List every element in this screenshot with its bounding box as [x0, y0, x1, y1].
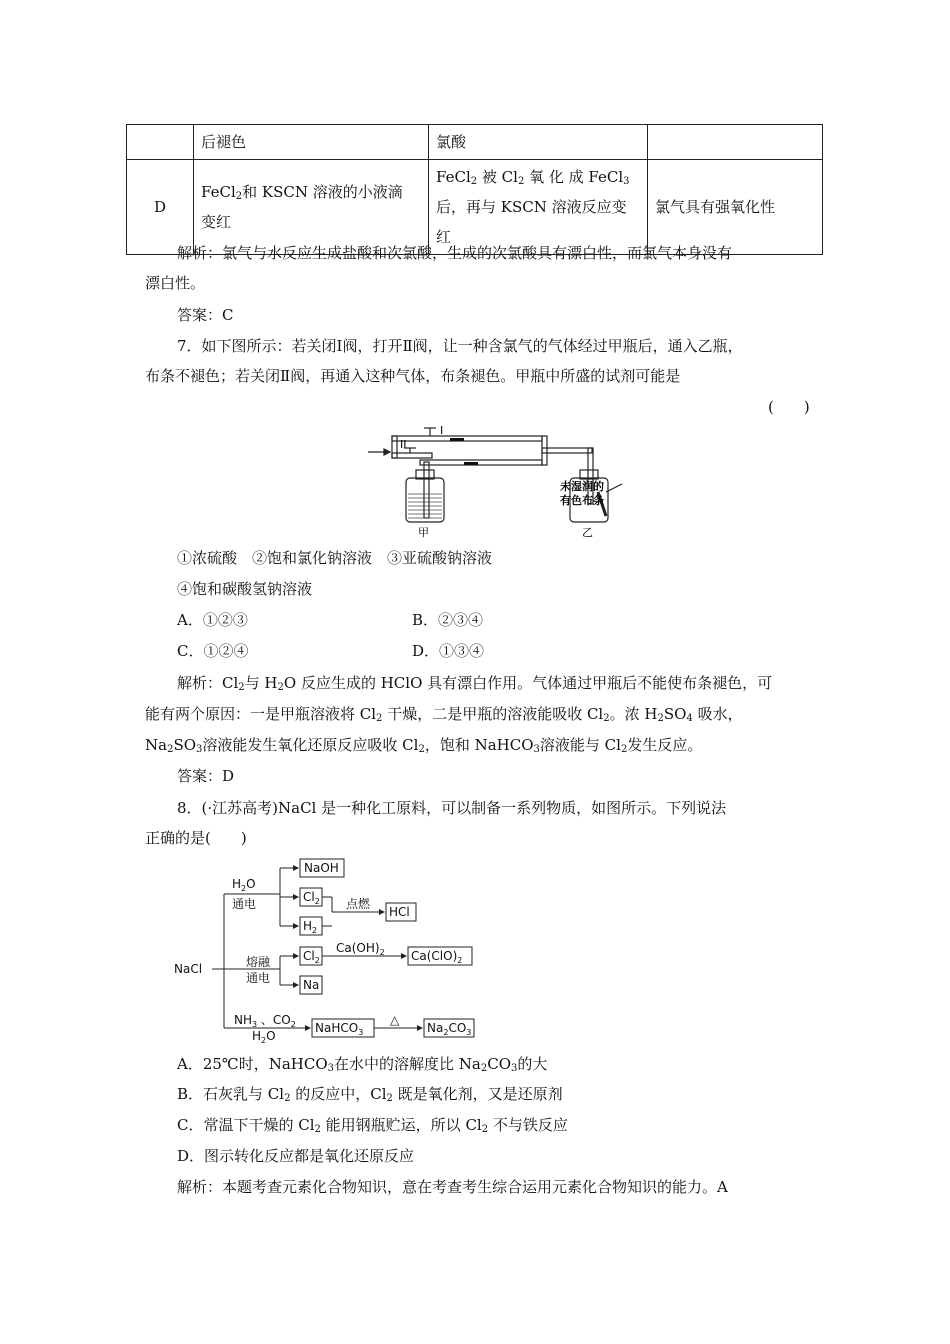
subscript: 3 — [533, 744, 540, 755]
option-d: D．①③④ — [412, 642, 485, 660]
subscript: 3 — [196, 744, 203, 755]
subscript: 2 — [657, 713, 664, 724]
table-cell: 后褪色 — [194, 125, 429, 160]
text: 不与铁反应 — [488, 1116, 568, 1134]
table-cell — [648, 125, 823, 160]
subscript: 2 — [167, 744, 174, 755]
text: CO — [487, 1055, 511, 1073]
lower-tube — [420, 460, 542, 465]
reagent-label: $H_2O$ — [252, 1029, 276, 1044]
q7-answer: 答案：D — [177, 767, 235, 785]
text: 能有两个原因：一是甲瓶溶液将 Cl — [145, 705, 377, 723]
subscript: 3 — [327, 1063, 334, 1074]
table-row — [127, 125, 823, 160]
arrow-icon — [384, 449, 390, 455]
q7-items-line2: ④饱和碳酸氢钠溶液 — [177, 580, 313, 598]
bottle-b-label: 乙 — [582, 526, 593, 539]
q6-analysis-line2: 漂白性。 — [145, 274, 206, 292]
hcl-label: HCl — [389, 905, 410, 919]
text: 溶液能与 Cl — [539, 736, 621, 754]
text: 能用钢瓶贮运，所以 Cl — [320, 1116, 482, 1134]
subscript: 2 — [238, 682, 245, 693]
text: 的反应中，Cl — [290, 1085, 387, 1103]
bottle-a-label: 甲 — [418, 526, 429, 539]
text: 发生反应。 — [627, 736, 703, 754]
text: 氧 化 成 FeCl — [524, 168, 624, 186]
nacl-flow-figure — [170, 852, 490, 1044]
text: 吸水， — [692, 705, 743, 723]
h2-label: $H_2$ — [303, 919, 318, 935]
na-label: Na — [303, 978, 320, 992]
na2co3-label: $Na_2CO_3$ — [427, 1021, 472, 1037]
q7-analysis-line3 — [145, 733, 702, 757]
left-tube — [392, 436, 397, 458]
q8-analysis: 解析：本题考查元素化合物知识，意在考查考生综合运用元素化合物知识的能力。A — [177, 1178, 728, 1196]
naoh-label: NaOH — [304, 861, 339, 875]
q6-answer: 答案：C — [177, 306, 234, 324]
caclo2-label: $Ca(ClO)_2$ — [411, 949, 463, 965]
q8-stem-line1: 8．(·江苏高考)NaCl 是一种化工原料，可以制备一系列物质，如图所示。下列说法 — [177, 799, 727, 817]
text: 在水中的溶解度比 Na — [334, 1055, 481, 1073]
subscript: 2 — [386, 1093, 393, 1104]
rubber-joint — [450, 438, 464, 441]
text: 解析：Cl — [177, 674, 239, 692]
right-tube — [542, 436, 547, 465]
text: 变红 — [201, 213, 232, 231]
subscript: 2 — [235, 191, 243, 202]
condition-label: 熔融 — [246, 955, 271, 969]
to-bottle-b-tube — [542, 448, 592, 453]
option-c — [177, 1113, 568, 1137]
subscript: 2 — [418, 744, 425, 755]
text: ，饱和 NaHCO — [424, 736, 534, 754]
cl2-label: $Cl_2$ — [303, 890, 320, 906]
text: B．石灰乳与 Cl — [177, 1085, 285, 1103]
option-b: B．②③④ — [412, 611, 484, 629]
q8-stem-line2: 正确的是( ) — [145, 829, 247, 847]
q7-stem-line2: 布条不褪色；若关闭Ⅱ阀，再通入这种气体，布条褪色。甲瓶中所盛的试剂可能是 — [145, 367, 681, 385]
text: 后，再与 KSCN 溶液反应变红 — [436, 198, 627, 246]
subscript: 2 — [277, 682, 284, 693]
rubber-joint — [464, 462, 478, 465]
text: 干燥，二是甲瓶的溶液能吸收 Cl — [382, 705, 604, 723]
q7-analysis-line1 — [177, 671, 772, 695]
text: A．25℃时，NaHCO — [177, 1055, 328, 1073]
comparison-table — [126, 124, 823, 255]
subscript: 2 — [517, 176, 525, 187]
reagent-label: $Ca(OH)_2$ — [336, 941, 385, 957]
valve-2-label: II — [400, 438, 407, 451]
cl2-label: $Cl_2$ — [303, 949, 320, 965]
bottle-a — [406, 478, 444, 522]
subscript: 2 — [376, 713, 383, 724]
condition-label: 点燃 — [346, 897, 371, 911]
option-b — [177, 1082, 563, 1106]
subscript: 4 — [686, 713, 693, 724]
text: 被 Cl — [477, 168, 518, 186]
option-c: C．①②④ — [177, 642, 249, 660]
answer-paren: ( ) — [768, 398, 810, 416]
option-d: D．图示转化反应都是氧化还原反应 — [177, 1147, 415, 1165]
text: 溶液能发生氧化还原反应吸收 Cl — [202, 736, 419, 754]
heat-icon: △ — [390, 1013, 400, 1027]
cloth-label-1: 未湿润的 — [560, 480, 604, 493]
text: O 反应生成的 HClO 具有漂白作用。气体通过甲瓶后不能使布条褪色，可 — [283, 674, 773, 692]
subscript: 2 — [314, 1124, 321, 1135]
text: Na — [145, 736, 168, 754]
table-cell: 氯气具有强氧化性 — [648, 160, 823, 255]
nahco3-label: NaHCO$_3$ — [315, 1021, 364, 1037]
cloth-label-2: 有色布条 — [560, 494, 604, 507]
text: 与 H — [244, 674, 278, 692]
q7-items-line1: ①浓硫酸 ②饱和氯化钠溶液 ③亚硫酸钠溶液 — [177, 549, 493, 567]
h2o-label: $H_2O$ — [232, 877, 256, 893]
upper-tube — [392, 436, 542, 441]
text: C．常温下干燥的 Cl — [177, 1116, 315, 1134]
text: 既是氧化剂，又是还原剂 — [392, 1085, 563, 1103]
q7-stem-line1: 7．如下图所示：若关闭Ⅰ阀，打开Ⅱ阀，让一种含氯气的气体经过甲瓶后，通入乙瓶， — [177, 337, 743, 355]
option-a: A．①②③ — [177, 611, 248, 629]
valve-1-label: I — [440, 424, 444, 437]
q6-analysis-line1: 解析：氯气与水反应生成盐酸和次氯酸，生成的次氯酸具有漂白性，而氯气本身没有 — [177, 244, 733, 262]
subscript: 2 — [480, 1063, 488, 1074]
text: SO — [663, 705, 687, 723]
table-cell: 氯酸 — [429, 125, 648, 160]
subscript: 3 — [623, 176, 630, 187]
text: FeCl — [436, 168, 471, 186]
text: 的大 — [517, 1055, 548, 1073]
nacl-label: NaCl — [174, 962, 203, 976]
reagent-label: $NH_3$ 、$CO_2$ — [234, 1013, 296, 1029]
subscript: 2 — [603, 713, 610, 724]
option-a — [177, 1052, 547, 1076]
text: 。浓 H — [609, 705, 658, 723]
condition-label: 通电 — [232, 897, 257, 911]
subscript: 2 — [481, 1124, 489, 1135]
left-joint — [392, 453, 432, 458]
gas-apparatus-figure — [360, 422, 630, 540]
q7-analysis-line2 — [145, 702, 743, 726]
condition-label: 通电 — [246, 971, 271, 985]
subscript: 2 — [284, 1093, 291, 1104]
subscript: 2 — [620, 744, 628, 755]
text: FeCl — [201, 183, 236, 201]
text: 和 KSCN 溶液的小液滴 — [242, 183, 403, 201]
table-cell — [127, 125, 194, 160]
subscript: 3 — [511, 1063, 518, 1074]
table-cell: D — [127, 160, 194, 255]
subscript: 2 — [470, 176, 478, 187]
text: SO — [173, 736, 197, 754]
